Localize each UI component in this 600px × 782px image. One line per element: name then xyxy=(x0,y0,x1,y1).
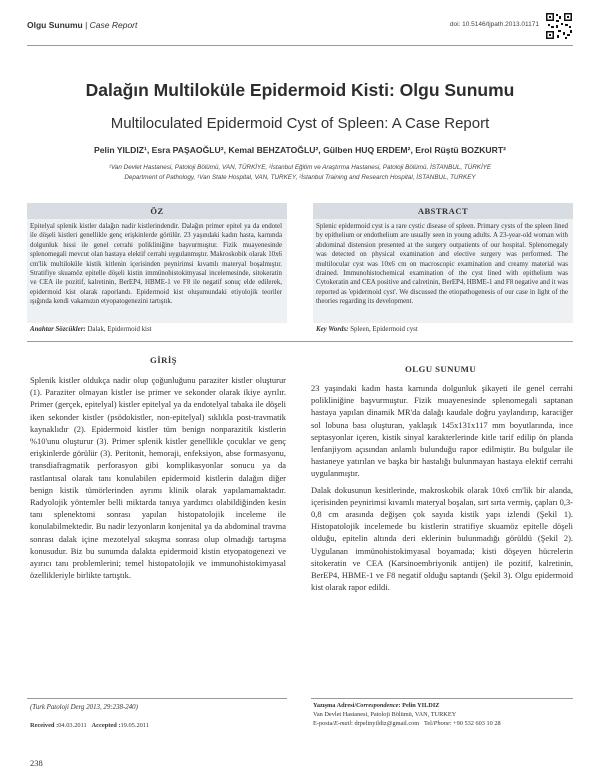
received-date: 04.03.2011 xyxy=(58,722,87,729)
corr-label-en: Correspondence xyxy=(356,702,399,709)
corr-phone: : +90 532 603 10 28 xyxy=(449,719,501,727)
phone-label: Tel/ xyxy=(423,719,434,727)
author-list: Pelin YILDIZ¹, Esra PAŞAOĞLU², Kemal BEHZATOĞLU², Gülben HUQ ERDEM², Erol Rüştü BOZKURT² xyxy=(94,145,506,155)
article-title-en: Multiloculated Epidermoid Cyst of Spleen: A Case Report xyxy=(110,115,490,132)
keywords-en xyxy=(316,326,418,333)
keywords-tr xyxy=(30,326,152,333)
keywords-tr-value: Dalak, Epidermoid kist xyxy=(87,326,152,333)
affiliation-tr: ¹Van Devlet Hastanesi, Patoloji Bölümü, VAN, TÜRKİYE, ²İstanbul Eğitim ve Araştırma Hastanesi, Patoloji Bölümü, İSTANBUL, TÜRKİYE xyxy=(108,164,492,171)
email-label-en: E-mail xyxy=(334,719,352,727)
email-label: E-posta/ xyxy=(313,719,334,727)
header-divider xyxy=(27,45,573,46)
corr-email-link[interactable]: : drpelinyildiz@gmail.com xyxy=(351,719,420,727)
journal-section-label: Olgu Sunumu xyxy=(27,20,83,30)
keywords-en-value: Spleen, Epidermoid cyst xyxy=(350,326,418,333)
accepted-label: Accepted : xyxy=(91,722,121,729)
olgu-paragraph-1: 23 yaşındaki kadın hasta karnında dolgunluk şikayeti ile genel cerrahi polikliniğine başvurmuştur. Fizik muayenesinde splenomegali saptanan hastaya yapılan dinamik MR'da dalağı kaudale doğru yaylandırıp, karaciğer sol lobuna bası oluşturan, yaklaşık 145x131x117 mm boyutlarında, ince septasyonlar içeren, kistik sinyal karakterlerinde kitle tarif edilip ön planda lenfanjiyom açısından anlamlı bulunduğu rapor edilmiştir. Bu bulgular ile hastaneye yatırılan ve başka bir hastalığı bulunmayan hastaya elektif cerrahi uygulanmıştır. xyxy=(311,383,573,479)
keywords-en-label: Key Words: xyxy=(316,326,349,333)
oz-abstract-box xyxy=(27,203,287,323)
keywords-divider xyxy=(27,341,573,342)
olgu-body xyxy=(311,382,573,597)
corr-label: Yazışma Adresi/ xyxy=(313,702,357,709)
giris-body: Splenik kistler oldukça nadir olup çoğunluğunu paraziter kistler oluşturur (1). Paraziter olmayan kistler ise primer ve sekonder olarak ikiye ayrılır. Primer (gerçek, epitelyal) kistler epitelyal ya da endotelyal tabaka ile döşeli iken sekonder kistler (psödokistler, non-epitelyal) sıklıkla post-travmatik kaynaklıdır (2). Epidermoid kistler tüm benign nonparazitik kistlerin %10'unu oluşturur (3). Primer splenik kistler genellikle çocuklar ve genç erişkinlerde görülür (3). Peritonit, hemoraji, enfeksiyon, abse formasyonu, transdiafragmatik perforasyon gibi komplikasyonlar sonucu ya da rastlantısal olarak tanı konulabilen epidermoid kistlerin dalağın diğer benign kistik tümörlerinden ayrımı klinik olarak yapılamamaktadır. Radyolojik yöntemler belli miktarda tanıya yardımcı olabildiğinden kesin tanı splenektomi sonrası yapılan histopatolojik inceleme ile konulabilmektedir. Bu nadir lezyonların konjenital ya da abdominal travma sonrası dalak içine mezotelyal sıkışma sonrası olup olmadığı tartışma konusudur. Biz bu sunumda dalakta epidermoid kistin etyopatogenezi ve ayırıcı tanı problemlerini; temel histopatolojik ve immunohistokimyasal özellikleriyle birlikte tartıştık. xyxy=(30,375,286,581)
english-abstract-box xyxy=(313,203,573,323)
citation: (Turk Patoloji Derg 2013, 29:238-240) xyxy=(30,704,138,711)
received-label: Received : xyxy=(30,722,59,729)
olgu-paragraph-2: Dalak dokusunun kesitlerinde, makroskobik olarak 10x6 cm'lik bir alanda, içerisinden peynirimsi kıvamlı materyal boşalan, sırt sırta vermiş, çapları 0,3-0,8 cm arasında değişen çok sayıda kistik yapı izlendi (Şekil 1). Histopatolojik incelemede bu kistlerin stratifiye skuamöz epitelle döşeli olduğu, epitelin altında deri eklerinin bulunmadığı görüldü (Şekil 2). Uygulanan immünohistokimyasal boyamada; kisti döşeyen hücrelerin sitokeratin ve CEA (Karsinoembriyonik antijen) ile pozitif, kalretinin, BerEP4, HBME-1 ve F8 negatif olduğu saptandı (Şekil 3). Olgu epidermoid kist olarak rapor edildi. xyxy=(311,484,573,593)
corr-address: Van Devlet Hastanesi, Patoloji Bölümü, VAN, TURKEY xyxy=(313,710,457,718)
oz-text: Epitelyal splenik kistler dalağın nadir kistlerindendir. Dalağın primer epitel ya da endotel ile döşeli kistleri genellikle genç erişkinlerde görülür. 23 yaşındaki kadın hasta, karnında dolgunluk hissi ile genel cerrahi polikliniğine başvurmuştur. Fizik muayenesinde splenomegali mevcut olan hastaya elektif cerrahi uygulanmıştır. Makroskobik olarak 10x6 cm'lik multiloküle kistik kitlenin içerisinden peynirimsi kıvamlı materyal boşalmıştır. Stratifiye skuamöz epitelle döşeli kistin immünohistokimyasal incelemesinde, sitokeratin ve CEA ile pozitif, kalretinin, BerEP4, HBME-1 ve F8 ile negatif sonuç elde edilerek, epidermoid kist olarak raporlandı. Epidermoid kist oluşumundaki etiyolojik teoriler ışığında kendi vakamızın etyopatogenezini tartıştık. xyxy=(30,223,282,306)
phone-label-en: Phone xyxy=(433,719,450,727)
received-accepted-dates xyxy=(30,722,149,729)
abstract-text: Splenic epidermoid cyst is a rare cystic disease of spleen. Primary cysts of the spleen lined by epithelium or endothelium are usually seen in young adults. A 23-year-old woman with abdominal distension presented at the surgery outpatients of our hospital. Splenomegaly was detected on physical examination and elective surgery was performed. The multilocular cyst was 10x6 cm on macroscopic examination and creamy material was drained. Immunohistochemical examination of the cyst lined with epithelium was Cytokeratin and CEA positive and calretinin, BerEP4, HBME-1 and F8 negative and it was reported as 'epidermoid cyst'. We discussed the etiopathogenesis of our case in light of the theories regarding its development. xyxy=(316,223,568,306)
doi-link[interactable]: doi: 10.5146/tjpath.2013.01171 xyxy=(449,21,539,28)
corr-name: : Pelin YILDIZ xyxy=(398,702,440,709)
abstract-heading: ABSTRACT xyxy=(313,203,573,219)
keywords-tr-label: Anahtar Sözcükler: xyxy=(30,326,86,333)
journal-header xyxy=(27,20,573,34)
correspondence-divider xyxy=(311,698,573,699)
affiliation-en: Department of Pathology, ¹Van State Hospital, VAN, TURKEY, ²İstanbul Training and Research Hospital, İSTANBUL, TURKEY xyxy=(124,174,476,181)
citation-divider xyxy=(27,698,287,699)
correspondence-block xyxy=(313,702,501,728)
giris-heading: GİRİŞ xyxy=(150,355,177,365)
accepted-date: 19.05.2011 xyxy=(120,722,150,729)
page-number: 238 xyxy=(30,758,43,768)
journal-section: Olgu Sunumu | Case Report xyxy=(27,20,138,30)
olgu-heading: OLGU SUNUMU xyxy=(405,364,477,374)
article-title-tr: Dalağın Multiloküle Epidermoid Kisti: Olgu Sunumu xyxy=(85,80,515,100)
oz-heading: ÖZ xyxy=(27,203,287,219)
qr-code-icon xyxy=(545,12,573,40)
journal-section-label-en: Case Report xyxy=(89,20,138,30)
